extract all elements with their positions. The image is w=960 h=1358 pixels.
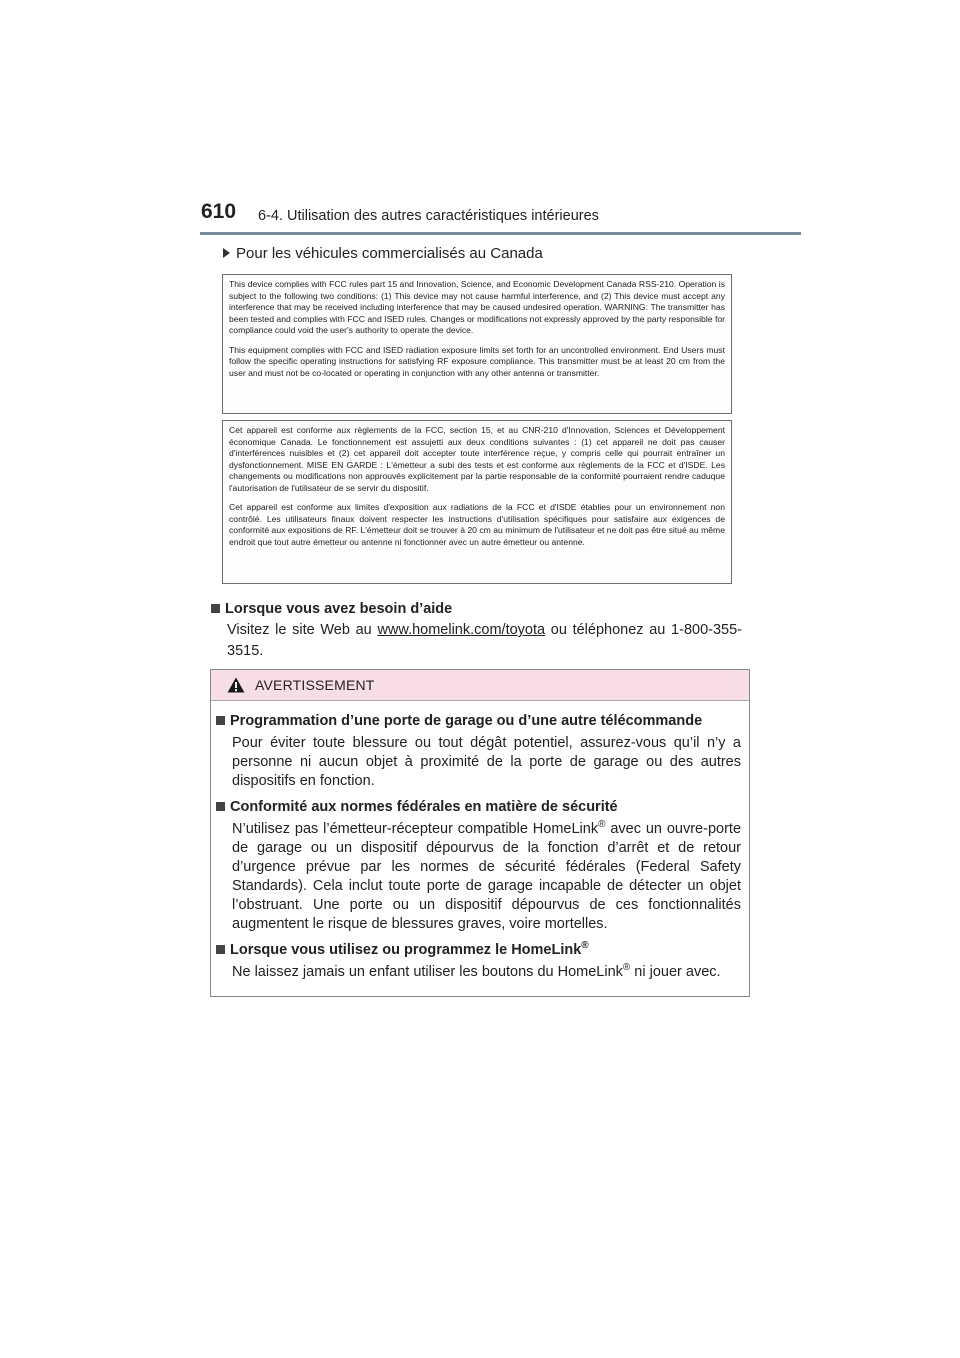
page-number: 610 (201, 200, 237, 223)
help-text-after: ou téléphonez au 1-800-355-3515. (227, 622, 742, 659)
triangle-bullet-icon (223, 248, 230, 258)
square-bullet-icon (216, 945, 225, 954)
warning-item-text: Pour éviter toute blessure ou tout dégât potentiel, assurez-vous qu’il n’y a personne ni aucun objet à proximité de la porte de garage ou des autres dispositifs en fonction. (232, 735, 741, 789)
fcc-english-para-2: This equipment complies with FCC and ISED radiation exposure limits set forth for an uncontrolled environment. End Users must follow the specific operating instructions for satisfying RF exposure compliance. This transmitter must be at least 20 cm from the user and must not be co-located or operating in conjunction with any other antenna or transmitter. (229, 344, 725, 378)
warning-text-after: avec un ouvre-porte de garage ou un dispositif dépourvus de la fonction d’arrêt et de retour d’urgence prévue par les normes de sécurité fédérales (Federal Safety Standards). Cela inclut toute porte de garage incapable de détecter un objet l’obstruant. Une porte ou un dispositif dépourvus de ces fonctionnalités augmentent le risque de blessures graves, voire mortelles. (232, 821, 742, 932)
warning-item-heading-text: Conformité aux normes fédérales en matière de sécurité (230, 799, 618, 815)
warning-triangle-icon (227, 677, 245, 693)
registered-mark: ® (581, 940, 589, 952)
help-text-before: Visitez le site Web au (227, 622, 378, 638)
canada-subheading (223, 245, 543, 262)
square-bullet-icon (216, 716, 225, 725)
warning-item (216, 797, 741, 934)
warning-item-heading (216, 711, 741, 732)
warning-text-after: ni jouer avec. (630, 964, 721, 980)
warning-item (216, 940, 741, 982)
registered-mark: ® (622, 962, 631, 974)
warning-item-text (232, 963, 741, 982)
canada-label: Pour les véhicules commercialisés au Canada (236, 245, 543, 262)
warning-content (211, 701, 749, 982)
square-bullet-icon (211, 604, 220, 613)
warning-text-before: Ne laissez jamais un enfant utiliser les boutons du HomeLink (232, 964, 623, 980)
warning-item-heading (216, 940, 741, 961)
header-rule (200, 232, 801, 235)
warning-item-heading-text: Programmation d’une porte de garage ou d’une autre télécommande (230, 713, 703, 729)
homelink-link[interactable]: www.homelink.com/toyota (377, 622, 546, 638)
warning-header (211, 670, 749, 701)
fcc-french-para-2: Cet appareil est conforme aux limites d'exposition aux radiations de la FCC et d'ISDE établies pour un environnement non contrôlé. Les utilisateurs finaux doivent respecter les instructions d'utilisation spécifiques pour satisfaire aux exigences de conformité aux expositions de RF. L'émetteur doit se trouver à 20 cm au minimum de l'utilisateur et ne doit pas être situé au même endroit que tout autre émetteur ou antenne ni fonctionner avec un autre émetteur ou antenne. (229, 502, 725, 547)
help-heading-text: Lorsque vous avez besoin d’aide (225, 601, 453, 617)
warning-item-heading-text: Lorsque vous utilisez ou programmez le HomeLink (230, 942, 582, 958)
fcc-english-para-1: This device complies with FCC rules part 15 and Innovation, Science, and Economic Development Canada RSS-210. Operation is subject to the following two conditions: (1) This device may not cause harmful interference, and (2) This device must accept any interference that may be received including interference that may be caused undesired operation. WARNING: The transmitter has been tested and complies with FCC and ISED rules. Changes or modifications not expressly approved by the party responsible for compliance could void the user's authority to operate the device. (229, 279, 725, 335)
registered-mark: ® (598, 819, 606, 831)
help-body (227, 620, 742, 662)
warning-text-before: N’utilisez pas l’émetteur-récepteur compatible HomeLink (232, 821, 599, 837)
warning-box (210, 669, 750, 997)
warning-title: AVERTISSEMENT (255, 677, 375, 693)
fcc-french-para-1: Cet appareil est conforme aux règlements de la FCC, section 15, et au CNR-210 d'Innovation, Sciences et Développement économique Canada. Le fonctionnement est assujetti aux deux conditions suivantes : (1) cet appareil ne doit pas causer d'interférences nuisibles et (2) cet appareil doit accepter toute interférence reçue, y compris celle qui pourrait entraîner un dysfonctionnement. MISE EN GARDE : L'émetteur a subi des tests et est conforme aux règlements de la FCC et d'ISDE. Les changements ou modifications non approuvés explicitement par la partie responsable de la conformité pourraient rendre caduque l'autorisation de l'utilisateur de se servir du dispositif. (229, 425, 725, 493)
warning-item-heading (216, 797, 741, 818)
square-bullet-icon (216, 802, 225, 811)
fcc-notice-english (222, 274, 732, 414)
warning-item-text (232, 820, 741, 934)
section-title: 6-4. Utilisation des autres caractéristiques intérieures (258, 208, 599, 224)
fcc-notice-french (222, 420, 732, 584)
warning-item (216, 711, 741, 791)
help-heading (211, 601, 452, 617)
